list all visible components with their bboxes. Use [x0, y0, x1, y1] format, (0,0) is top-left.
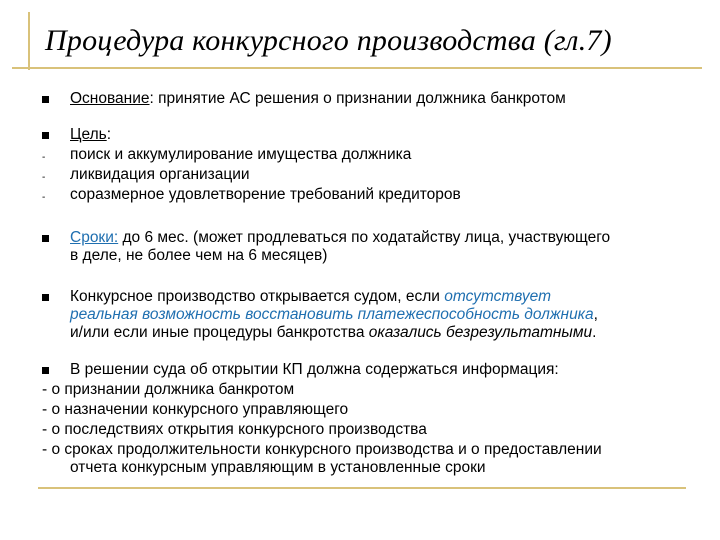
competition-text-3: и/или если иные процедуры банкротства: [70, 324, 369, 341]
goal-item: поиск и аккумулирование имущества должника: [70, 146, 412, 163]
competition-accent-1: отсутствует: [444, 288, 551, 305]
goal-item: ликвидация организации: [70, 166, 250, 183]
decision-line: В решении суда об открытии КП должна содержаться информация:: [70, 361, 559, 378]
basis-colon: :: [149, 90, 154, 107]
frame-horizontal-line: [12, 67, 702, 69]
bottom-divider: [38, 487, 686, 489]
competition-accent-2: реальная возможность восстановить платежеспособность должника: [70, 306, 594, 323]
terms-line-2: в деле, не более чем на 6 месяцев): [70, 247, 328, 264]
bullet-square-icon: [42, 367, 49, 374]
decision-item: - о сроках продолжительности конкурсного производства и о предоставлении: [42, 441, 602, 458]
bullet-square-icon: [42, 96, 49, 103]
competition-italic: оказались безрезультатными: [368, 324, 593, 341]
decision-item-continuation: отчета конкурсным управляющим в установленные сроки: [70, 459, 486, 476]
competition-period: .: [592, 324, 597, 341]
bullet-square-icon: [42, 132, 49, 139]
decision-item: - о назначении конкурсного управляющего: [42, 401, 349, 418]
bullet-square-icon: [42, 235, 49, 242]
basis-line: [70, 89, 566, 109]
competition-line-1: [70, 287, 551, 307]
dash-marker: -: [42, 152, 46, 163]
terms-line-1: [70, 228, 610, 248]
goal-line: [70, 125, 111, 145]
competition-text-1: Конкурсное производство открывается судом, если: [70, 288, 445, 305]
decision-item: - о последствиях открытия конкурсного производства: [42, 421, 427, 438]
terms-text: до 6 мес. (может продлеваться по ходатайству лица, участвующего: [118, 229, 611, 246]
terms-label: Сроки:: [70, 229, 119, 246]
goal-label: Цель: [70, 126, 107, 143]
goal-colon: :: [106, 126, 112, 143]
basis-label: Основание: [70, 90, 150, 107]
frame-vertical-line: [28, 12, 30, 70]
competition-comma: ,: [593, 306, 598, 323]
page-title: Процедура конкурсного производства (гл.7): [45, 24, 612, 57]
decision-item: - о признании должника банкротом: [42, 381, 295, 398]
goal-item: соразмерное удовлетворение требований кредиторов: [70, 186, 461, 203]
competition-line-3: [70, 323, 596, 343]
basis-text: принятие АС решения о признании должника банкротом: [153, 90, 566, 107]
competition-line-2: [70, 305, 598, 325]
bullet-square-icon: [42, 294, 49, 301]
dash-marker: -: [42, 172, 46, 183]
dash-marker: -: [42, 192, 46, 203]
